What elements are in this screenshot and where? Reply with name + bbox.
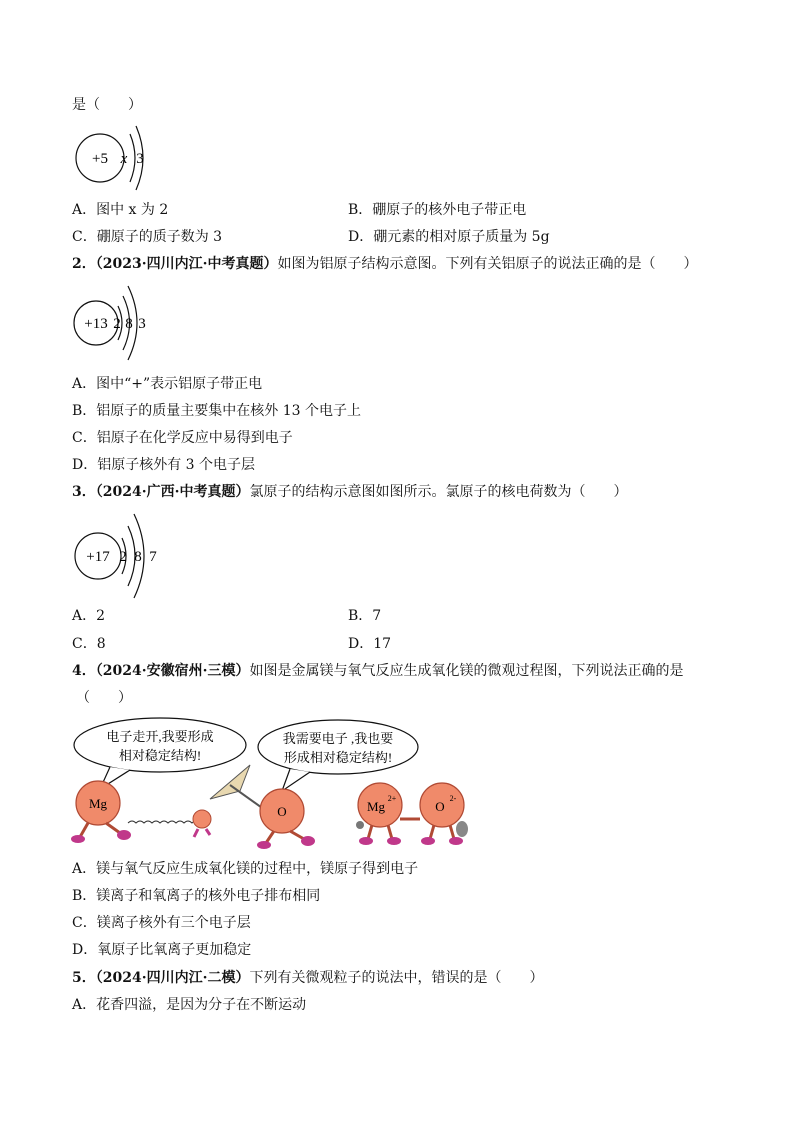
question-source: （2023·四川内江·中考真题） bbox=[95, 256, 278, 272]
question-source: （2024·广西·中考真题） bbox=[95, 484, 250, 500]
option-d: D．17 bbox=[348, 636, 392, 652]
mg-label: Mg bbox=[88, 796, 108, 811]
question-number: 4． bbox=[72, 663, 96, 679]
question-number: 2． bbox=[72, 256, 96, 272]
boron-atom-diagram bbox=[70, 122, 180, 192]
option-d: D．氧原子比氧离子更加稳定 bbox=[72, 942, 252, 958]
question-5 bbox=[72, 969, 543, 987]
question-4-answer-blank: （ ） bbox=[76, 690, 132, 706]
shell-1-count: x bbox=[120, 151, 128, 167]
option-a: A．图中 x 为 2 bbox=[72, 202, 169, 218]
shell-2-count: 3 bbox=[136, 151, 144, 167]
option-c: C．镁离子核外有三个电子层 bbox=[72, 915, 251, 931]
option-b: B．硼原子的核外电子带正电 bbox=[348, 202, 527, 218]
shell-2-count: 8 bbox=[134, 549, 142, 565]
option-b: B．7 bbox=[348, 608, 382, 624]
nucleus-label: +13 bbox=[84, 316, 108, 332]
question-source: （2024·安徽宿州·三模） bbox=[95, 663, 250, 679]
option-a: A．图中“+”表示铝原子带正电 bbox=[72, 376, 263, 392]
option-c: C．铝原子在化学反应中易得到电子 bbox=[72, 430, 293, 446]
bubble-1-line-1: 电子走开,我要形成 bbox=[106, 729, 214, 744]
shell-2-count: 8 bbox=[125, 316, 133, 332]
bubble-2-line-2: 形成相对稳定结构! bbox=[283, 750, 393, 765]
option-d: D．硼元素的相对原子质量为 5g bbox=[348, 229, 550, 245]
question-3 bbox=[72, 483, 627, 501]
question-stem: 如图为铝原子结构示意图。下列有关铝原子的说法正确的是（ ） bbox=[277, 256, 698, 272]
option-d: D．铝原子核外有 3 个电子层 bbox=[72, 457, 256, 473]
question-stem-tail: 是（ ） bbox=[72, 97, 142, 113]
oxide-ion-character bbox=[420, 783, 468, 845]
question-source: （2024·四川内江·二模） bbox=[95, 970, 250, 986]
o-ion-charge: 2- bbox=[449, 794, 457, 803]
bubble-1-line-2: 相对稳定结构! bbox=[118, 748, 202, 763]
option-b: B．铝原子的质量主要集中在核外 13 个电子上 bbox=[72, 403, 362, 419]
magnesium-atom-character bbox=[71, 781, 131, 843]
mg-ion-label: Mg bbox=[366, 799, 386, 814]
aluminum-atom-diagram bbox=[70, 278, 190, 368]
question-4 bbox=[72, 662, 683, 680]
option-c: C．8 bbox=[72, 636, 106, 652]
mg-ion-charge: 2+ bbox=[387, 794, 397, 803]
option-b: B．镁离子和氧离子的核外电子排布相同 bbox=[72, 888, 321, 904]
question-number: 5． bbox=[72, 970, 96, 986]
question-stem: 氯原子的结构示意图如图所示。氯原子的核电荷数为（ ） bbox=[249, 484, 628, 500]
question-stem: 如图是金属镁与氧气反应生成氧化镁的微观过程图，下列说法正确的是 bbox=[249, 663, 684, 679]
shell-3-count: 3 bbox=[138, 316, 146, 332]
shell-3-count: 7 bbox=[149, 549, 157, 565]
electron-character bbox=[193, 810, 211, 837]
shell-1-count: 2 bbox=[119, 549, 127, 565]
option-c: C．硼原子的质子数为 3 bbox=[72, 229, 223, 245]
oxygen-atom-character bbox=[257, 789, 315, 849]
option-a: A．2 bbox=[72, 608, 106, 624]
bubble-2-line-1: 我需要电子 ,我也要 bbox=[282, 731, 394, 746]
o-label: O bbox=[277, 804, 287, 819]
question-number: 3． bbox=[72, 484, 96, 500]
question-2 bbox=[72, 255, 697, 273]
nucleus-label: +5 bbox=[92, 151, 108, 167]
mg-o-reaction-cartoon bbox=[70, 715, 490, 855]
nucleus-label: +17 bbox=[86, 549, 110, 565]
option-a: A．花香四溢，是因为分子在不断运动 bbox=[72, 997, 307, 1013]
shell-1-count: 2 bbox=[113, 316, 121, 332]
question-stem: 下列有关微观粒子的说法中，错误的是（ ） bbox=[249, 970, 544, 986]
magnesium-ion-character bbox=[356, 783, 402, 845]
o-ion-label: O bbox=[435, 799, 445, 814]
chlorine-atom-diagram bbox=[70, 508, 190, 604]
option-a: A．镁与氧气反应生成氧化镁的过程中，镁原子得到电子 bbox=[72, 861, 419, 877]
